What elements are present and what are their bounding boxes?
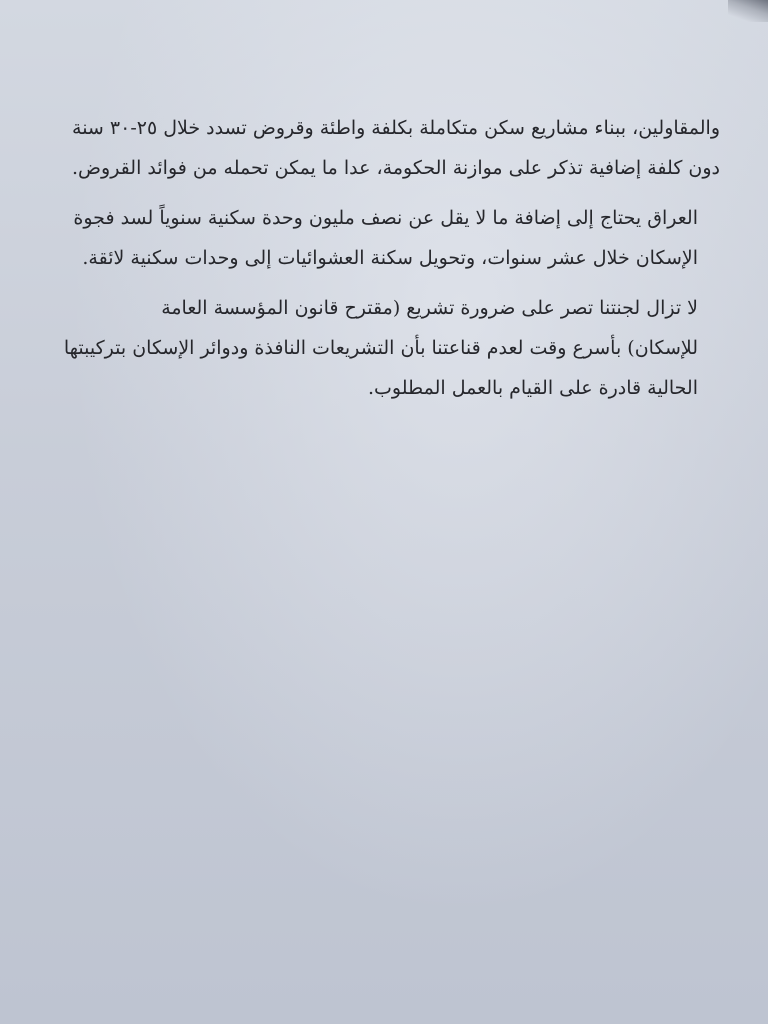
- paragraph-line: الإسكان خلال عشر سنوات، وتحويل سكنة العشوائيات إلى وحدات سكنية لائقة.: [82, 247, 698, 269]
- paragraph-line: للإسكان) بأسرع وقت لعدم قناعتنا بأن التشريعات النافذة ودوائر الإسكان بتركيبتها: [63, 337, 698, 359]
- paragraph-line: العراق يحتاج إلى إضافة ما لا يقل عن نصف مليون وحدة سكنية سنوياً لسد فجوة: [73, 207, 698, 229]
- paragraph-2: [48, 198, 720, 278]
- paragraph-3: [48, 288, 720, 408]
- paragraph-line: والمقاولين، ببناء مشاريع سكن متكاملة بكلفة واطئة وقروض تسدد خلال ٢٥-٣٠ سنة: [72, 117, 720, 139]
- page-corner-shadow: [728, 0, 768, 22]
- paragraph-1: [48, 108, 720, 188]
- paragraph-line: دون كلفة إضافية تذكر على موازنة الحكومة، عدا ما يمكن تحمله من فوائد القروض.: [72, 157, 720, 179]
- document-body: [48, 108, 720, 418]
- paragraph-line: الحالية قادرة على القيام بالعمل المطلوب.: [368, 377, 698, 399]
- paragraph-line: لا تزال لجنتنا تصر على ضرورة تشريع (مقترح قانون المؤسسة العامة: [161, 297, 698, 319]
